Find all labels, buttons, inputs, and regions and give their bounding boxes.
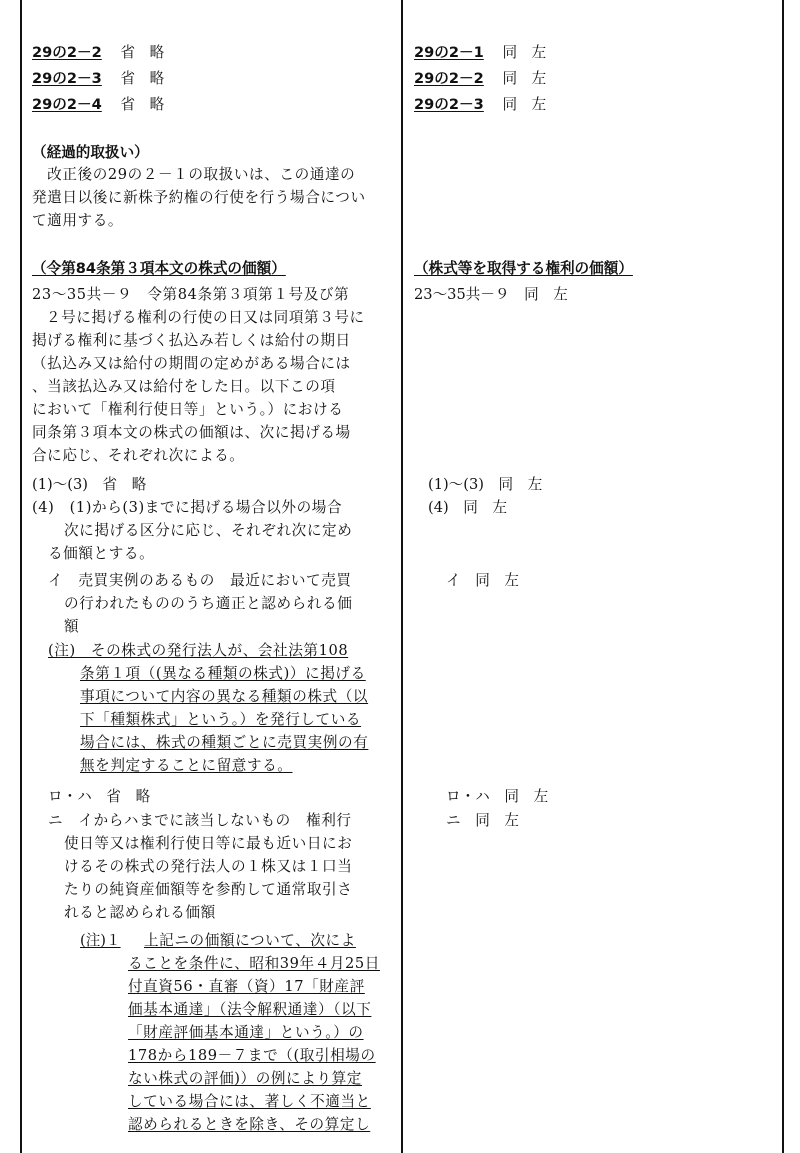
section-label: 同 左 — [502, 96, 547, 113]
section-number: 29の2－4 — [32, 96, 102, 113]
transitional-text-line: 発遣日以後に新株予約権の行使を行う場合につい — [32, 189, 366, 206]
section-number: 29の2－2 — [32, 44, 102, 61]
item-1-3: (1)～(3) 同 左 — [428, 476, 543, 493]
item-ro-ha: ロ・ハ 同 左 — [446, 788, 549, 805]
item-i-line: 額 — [64, 618, 80, 635]
note-b-line: している場合には、著しく不適当と — [128, 1093, 371, 1110]
transitional-text-line: 改正後の29の２－１の取扱いは、この通達の — [32, 166, 356, 183]
note-b-line: 価基本通達」（法令解釈通達）（以下 — [128, 1001, 372, 1018]
left-border-rule — [20, 0, 22, 1153]
main-text-line: 23～35共－９ 令第84条第３項第１号及び第 — [32, 286, 350, 303]
item-1-3: (1)～(3) 省 略 — [32, 476, 147, 493]
section-number: 29の2－1 — [414, 44, 484, 61]
section-label: 省 略 — [120, 96, 165, 113]
note-b-line: 認められるときを除き、その算定し — [128, 1116, 371, 1133]
section-row — [414, 68, 546, 90]
section-number: 29の2－3 — [32, 70, 102, 87]
note-a-line: 事項について内容の異なる種類の株式（以 — [80, 688, 369, 705]
note-b-line: ることを条件に、昭和39年４月25日 — [128, 955, 380, 972]
main-text-line: において「権利行使日等」という。）における — [32, 401, 344, 418]
section-row — [32, 94, 164, 116]
section-label: 省 略 — [120, 70, 165, 87]
note-a-line: 下「種類株式」という。）を発行している — [80, 711, 362, 728]
note-a-line: 場合には、株式の種類ごとに売買実例の有 — [80, 734, 369, 751]
item-4-line: (4) (1)から(3)までに掲げる場合以外の場合 — [32, 499, 343, 516]
item-i: イ 同 左 — [446, 572, 519, 589]
item-ni-line: けるその株式の発行法人の１株又は１口当 — [64, 858, 353, 875]
section-row — [414, 94, 546, 116]
main-text-line: 同条第３項本文の株式の価額は、次に掲げる場 — [32, 424, 351, 441]
note-b-line: 付直資56・直審（資）17「財産評 — [128, 978, 365, 995]
note-a-line: 条第１項（(異なる種類の株式)）に掲げる — [80, 665, 366, 682]
section-number: 29の2－3 — [414, 96, 484, 113]
transitional-text-line: て適用する。 — [32, 212, 124, 229]
item-ni-line: 使日等又は権利行使日等に最も近い日にお — [64, 835, 353, 852]
article-heading: （株式等を取得する権利の価額） — [414, 260, 633, 277]
item-i-line: イ 売買実例のあるもの 最近において売買 — [48, 572, 352, 589]
section-label: 省 略 — [120, 44, 165, 61]
main-text-line: 掲げる権利に基づく払込み若しくは給付の期日 — [32, 332, 351, 349]
item-ni-line: ニ イからハまでに該当しないもの 権利行 — [48, 812, 352, 829]
main-text-line: ２号に掲げる権利の行使の日又は同項第３号に — [46, 309, 365, 326]
section-row — [414, 42, 546, 64]
main-text-line: 、当該払込み又は給付をした日。以下この項 — [32, 378, 336, 395]
note-b-line: 178から189－７まで（(取引相場の — [128, 1047, 376, 1064]
note-b-line: ない株式の評価)）の例により算定 — [128, 1070, 362, 1087]
item-i-line: の行われたもののうち適正と認められる価 — [64, 595, 353, 612]
section-row — [32, 42, 164, 64]
article-heading: （令第84条第３項本文の株式の価額） — [32, 260, 286, 277]
right-border-rule — [782, 0, 784, 1153]
section-row — [32, 68, 164, 90]
item-ro-ha: ロ・ハ 省 略 — [48, 788, 151, 805]
section-label: 同 左 — [502, 44, 547, 61]
item-ni-line: れると認められる価額 — [64, 904, 216, 921]
item-ni: ニ 同 左 — [446, 812, 519, 829]
section-label: 同 左 — [502, 70, 547, 87]
note-a-line: (注) その株式の発行法人が、会社法第108 — [48, 642, 349, 659]
note-b-line: 「財産評価基本通達」という。）の — [128, 1024, 364, 1041]
note-a-line: 無を判定することに留意する。 — [80, 757, 293, 774]
item-4-line: る価額とする。 — [48, 545, 155, 562]
item-4: (4) 同 左 — [428, 499, 508, 516]
transitional-heading: （経過的取扱い） — [32, 144, 149, 161]
center-divider-rule — [401, 0, 403, 1153]
note-b-label: (注)１ — [80, 932, 121, 949]
main-text-line: 合に応じ、それぞれ次による。 — [32, 447, 245, 464]
section-number: 29の2－2 — [414, 70, 484, 87]
note-b-line: 上記ニの価額について、次によ — [144, 932, 356, 949]
main-text-line: （払込み又は給付の期間の定めがある場合には — [32, 355, 351, 372]
main-text-line: 23～35共－９ 同 左 — [414, 286, 568, 303]
item-4-line: 次に掲げる区分に応じ、それぞれ次に定め — [64, 522, 353, 539]
item-ni-line: たりの純資産価額等を参酌して通常取引さ — [64, 881, 353, 898]
